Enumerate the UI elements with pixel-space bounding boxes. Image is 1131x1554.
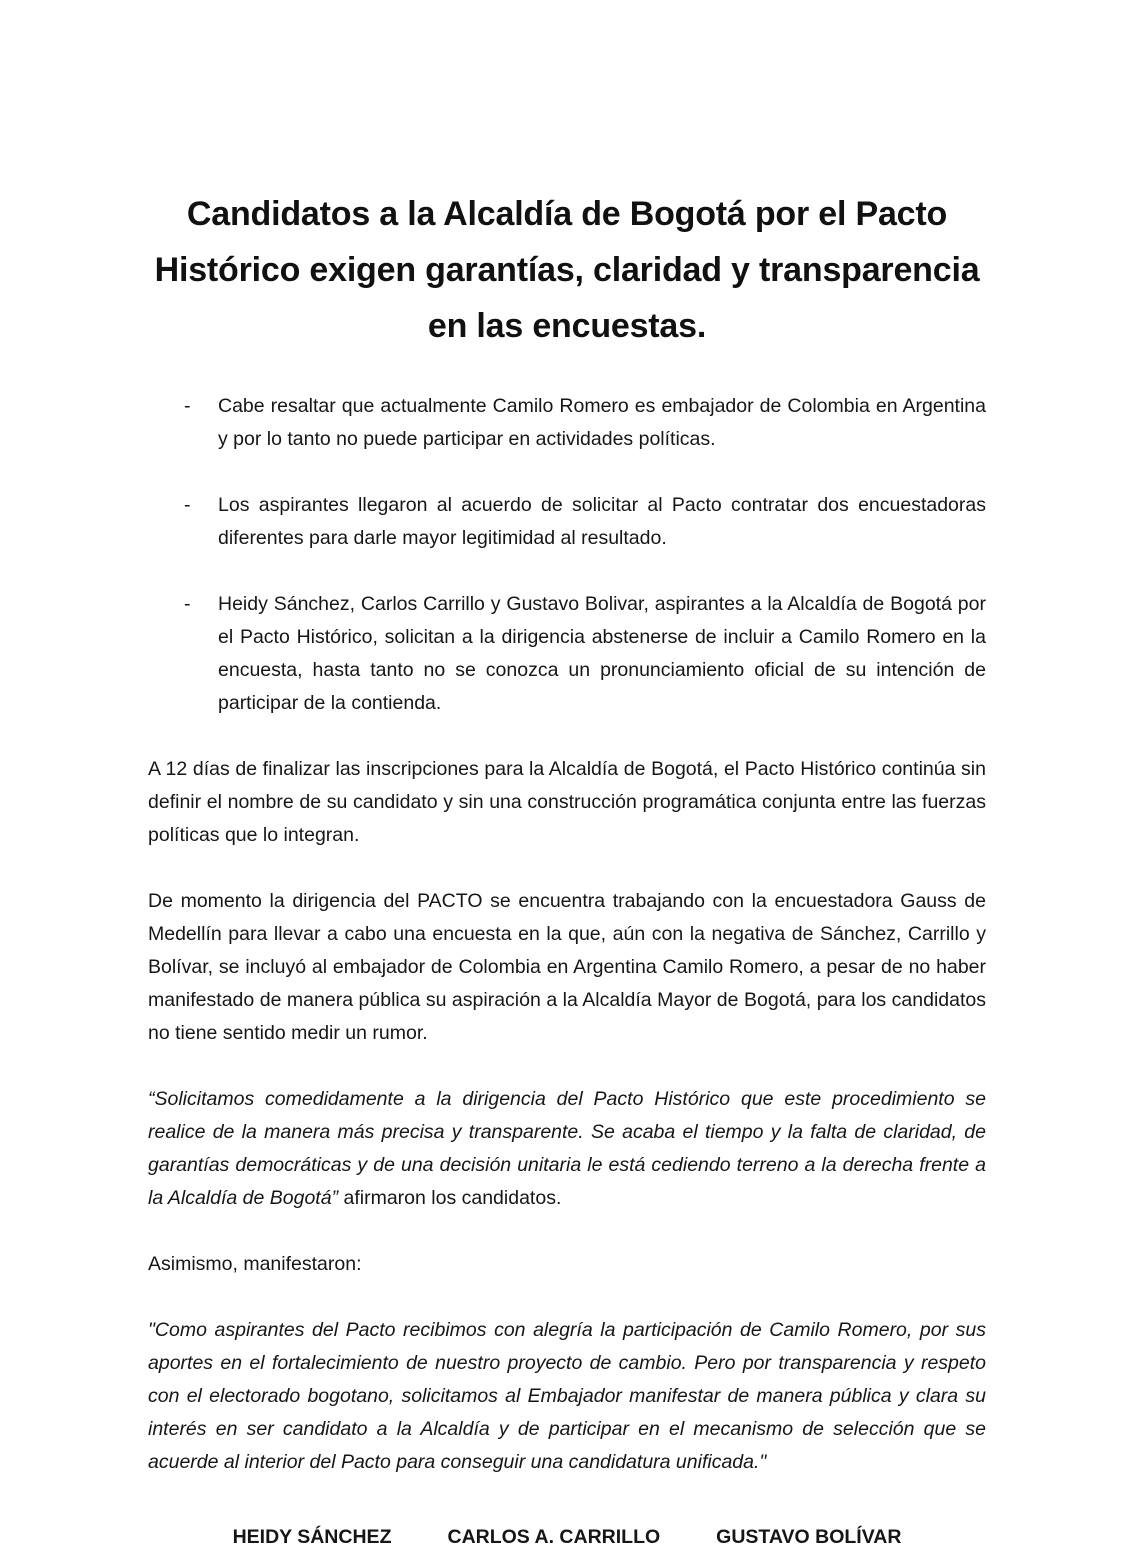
paragraph-lead-in: Asimismo, manifestaron: bbox=[148, 1253, 362, 1275]
quote-italic-text: “Solicitamos comedidamente a la dirigencia del Pacto Histórico que este procedimiento se realice de la manera más precisa y transparente. Se acaba el tiempo y la falta de claridad, de garantías democráticas y de una decisión unitaria le está cediendo terreno a la derecha frente a la Alcaldía de Bogotá” bbox=[148, 1088, 986, 1209]
quote-attribution: afirmaron los candidatos. bbox=[338, 1187, 562, 1209]
bullet-list bbox=[148, 390, 986, 720]
signature-name: CARLOS A. CARRILLO bbox=[447, 1526, 661, 1548]
list-item bbox=[148, 390, 986, 456]
signature-name: HEIDY SÁNCHEZ bbox=[232, 1526, 392, 1548]
paragraph-quote-second bbox=[148, 1314, 986, 1479]
quote-italic-text: "Como aspirantes del Pacto recibimos con alegría la participación de Camilo Romero, por sus aportes en el fortalecimiento de nuestro proyecto de cambio. Pero por transparencia y respeto con el electorado bogotano, solicitamos al Embajador manifestar de manera pública y clara su interés en ser candidato a la Alcaldía y de participar en el mecanismo de selección que se acuerde al interior del Pacto para conseguir una candidatura unificada." bbox=[148, 1319, 986, 1473]
signature-line bbox=[148, 1521, 986, 1554]
bullet-marker: - bbox=[184, 593, 191, 615]
bullet-marker: - bbox=[184, 395, 191, 417]
paragraph-context: De momento la dirigencia del PACTO se encuentra trabajando con la encuestadora Gauss de Medellín para llevar a cabo una encuesta en la que, aún con la negativa de Sánchez, Carrillo y Bolívar, se incluyó al embajador de Colombia en Argentina Camilo Romero, a pesar de no haber manifestado de manera pública su aspiración a la Alcaldía Mayor de Bogotá, para los candidatos no tiene sentido medir un rumor. bbox=[148, 890, 986, 1044]
list-item bbox=[148, 489, 986, 555]
bullet-text: Heidy Sánchez, Carlos Carrillo y Gustavo Bolivar, aspirantes a la Alcaldía de Bogotá por el Pacto Histórico, solicitan a la dirigencia abstenerse de incluir a Camilo Romero en la encuesta, hasta tanto no se conozca un pronunciamiento oficial de su intención de participar de la contienda. bbox=[218, 593, 986, 714]
bullet-text: Los aspirantes llegaron al acuerdo de solicitar al Pacto contratar dos encuestadoras diferentes para darle mayor legitimidad al resultado. bbox=[218, 494, 986, 549]
document-content bbox=[148, 186, 986, 1554]
signature-name: GUSTAVO BOLÍVAR bbox=[716, 1526, 902, 1548]
bullet-marker: - bbox=[184, 494, 191, 516]
bullet-text: Cabe resaltar que actualmente Camilo Romero es embajador de Colombia en Argentina y por lo tanto no puede participar en actividades políticas. bbox=[218, 395, 986, 450]
page-title: Candidatos a la Alcaldía de Bogotá por el Pacto Histórico exigen garantías, claridad y transparencia en las encuestas. bbox=[154, 195, 980, 345]
paragraph-quote-first bbox=[148, 1083, 986, 1215]
list-item bbox=[148, 588, 986, 720]
paragraph-intro: A 12 días de finalizar las inscripciones para la Alcaldía de Bogotá, el Pacto Histórico continúa sin definir el nombre de su candidato y sin una construcción programática conjunta entre las fuerzas políticas que lo integran. bbox=[148, 758, 986, 846]
